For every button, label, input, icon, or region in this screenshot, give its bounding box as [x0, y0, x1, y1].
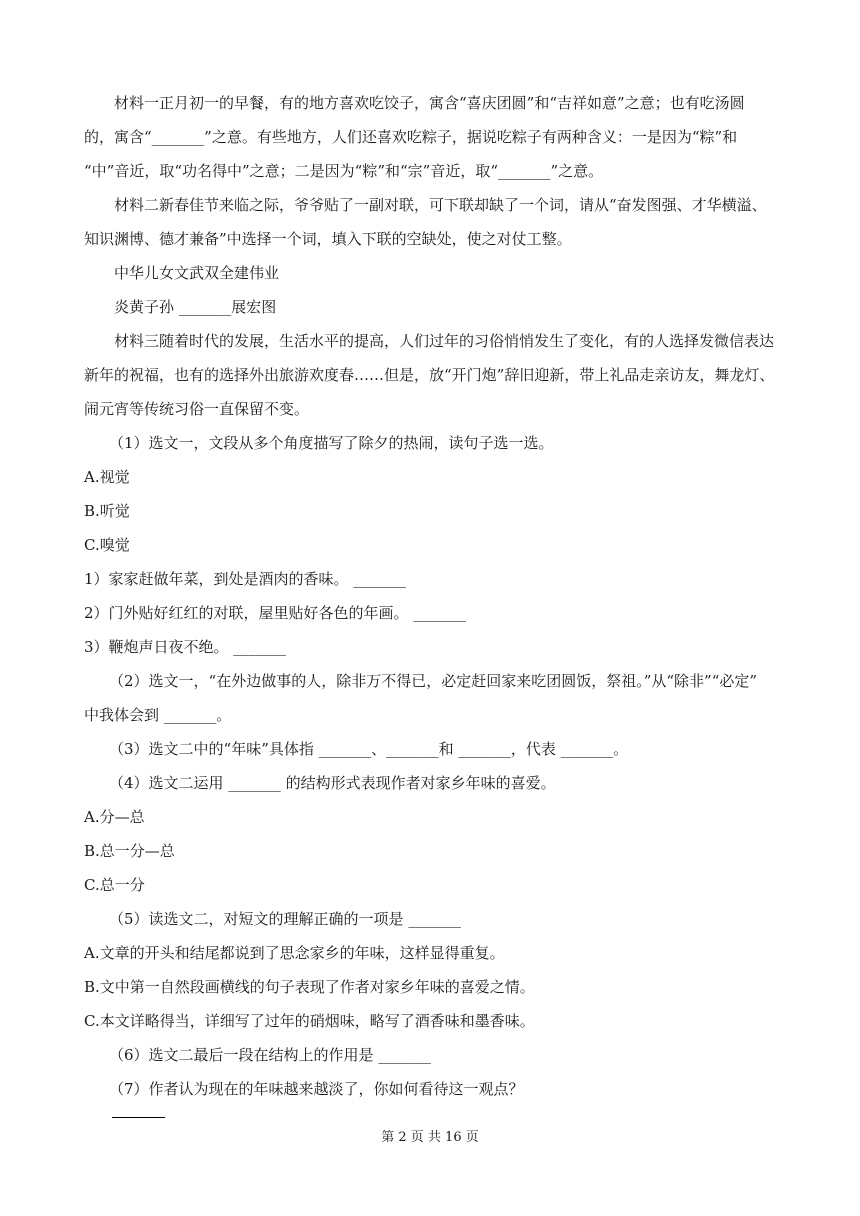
material-1-line-2: 的，寓含“_______”之意。有些地方，人们还喜欢吃粽子，据说吃粽子有两种含义：一是因为“粽”和 — [84, 128, 738, 146]
question-5-option-a: A.文章的开头和结尾都说到了思念家乡的年味，这样显得重复。 — [84, 944, 505, 962]
question-5-option-b: B.文中第一自然段画横线的句子表现了作者对家乡年味的喜爱之情。 — [84, 978, 535, 996]
material-3-line-1: 材料三随着时代的发展，生活水平的提高，人们过年的习俗悄悄发生了变化，有的人选择发微信表达 — [114, 332, 775, 350]
question-7-answer-blank — [112, 1117, 165, 1118]
material-1-line-1: 材料一正月初一的早餐，有的地方喜欢吃饺子，寓含“喜庆团圆”和“吉祥如意”之意；也有吃汤圆 — [114, 94, 745, 112]
material-3-line-2: 新年的祝福，也有的选择外出旅游欢度春……但是，放“开门炮”辞旧迎新，带上礼品走亲访友，舞龙灯、 — [84, 366, 775, 384]
question-4-option-a: A.分—总 — [84, 808, 145, 826]
couplet-lower: 炎黄子孙 _______展宏图 — [114, 298, 277, 316]
question-6: （6）选文二最后一段在结构上的作用是 _______ — [109, 1046, 431, 1064]
question-4: （4）选文二运用 _______ 的结构形式表现作者对家乡年味的喜爱。 — [109, 774, 556, 792]
question-2-line-1: （2）选文一，“在外边做事的人，除非万不得已，必定赶回家来吃团圆饭，祭祖。”从“除非”“必定” — [109, 672, 758, 690]
question-1: （1）选文一，文段从多个角度描写了除夕的热闹，读句子选一选。 — [109, 434, 554, 452]
material-3-line-3: 闹元宵等传统习俗一直保留不变。 — [84, 400, 310, 418]
question-5-option-c: C.本文详略得当，详细写了过年的硝烟味，略写了酒香味和墨香味。 — [84, 1012, 535, 1030]
question-2-line-2: 中我体会到 _______。 — [84, 706, 232, 724]
question-5: （5）读选文二，对短文的理解正确的一项是 _______ — [109, 910, 461, 928]
material-2-line-1: 材料二新春佳节来临之际，爷爷贴了一副对联，可下联却缺了一个词，请从“奋发图强、才华横溢、 — [114, 196, 767, 214]
material-1-line-3: “中”音近，取“功名得中”之意；二是因为“粽”和“宗”音近，取“_______”之意。 — [84, 162, 604, 180]
question-1-sentence-2: 2）门外贴好红红的对联，屋里贴好各色的年画。 _______ — [84, 604, 466, 622]
question-1-sentence-3: 3）鞭炮声日夜不绝。 _______ — [84, 638, 286, 656]
question-1-option-b: B.听觉 — [84, 502, 130, 520]
question-7: （7）作者认为现在的年味越来越淡了，你如何看待这一观点？ — [109, 1080, 524, 1098]
question-1-option-c: C.嗅觉 — [84, 536, 130, 554]
page-content — [84, 86, 784, 1106]
question-1-sentence-1: 1）家家赶做年菜，到处是酒肉的香味。 _______ — [84, 570, 406, 588]
material-2-line-2: 知识渊博、德才兼备”中选择一个词，填入下联的空缺处，使之对仗工整。 — [84, 230, 572, 248]
page-footer: 第 2 页 共 16 页 — [381, 1130, 479, 1145]
question-4-option-c: C.总一分 — [84, 876, 145, 894]
question-1-option-a: A.视觉 — [84, 468, 130, 486]
question-3: （3）选文二中的“年味”具体指 _______、_______和 _______，代表 _______。 — [109, 740, 629, 758]
question-4-option-b: B.总一分—总 — [84, 842, 175, 860]
couplet-upper: 中华儿女文武双全建伟业 — [114, 264, 280, 282]
